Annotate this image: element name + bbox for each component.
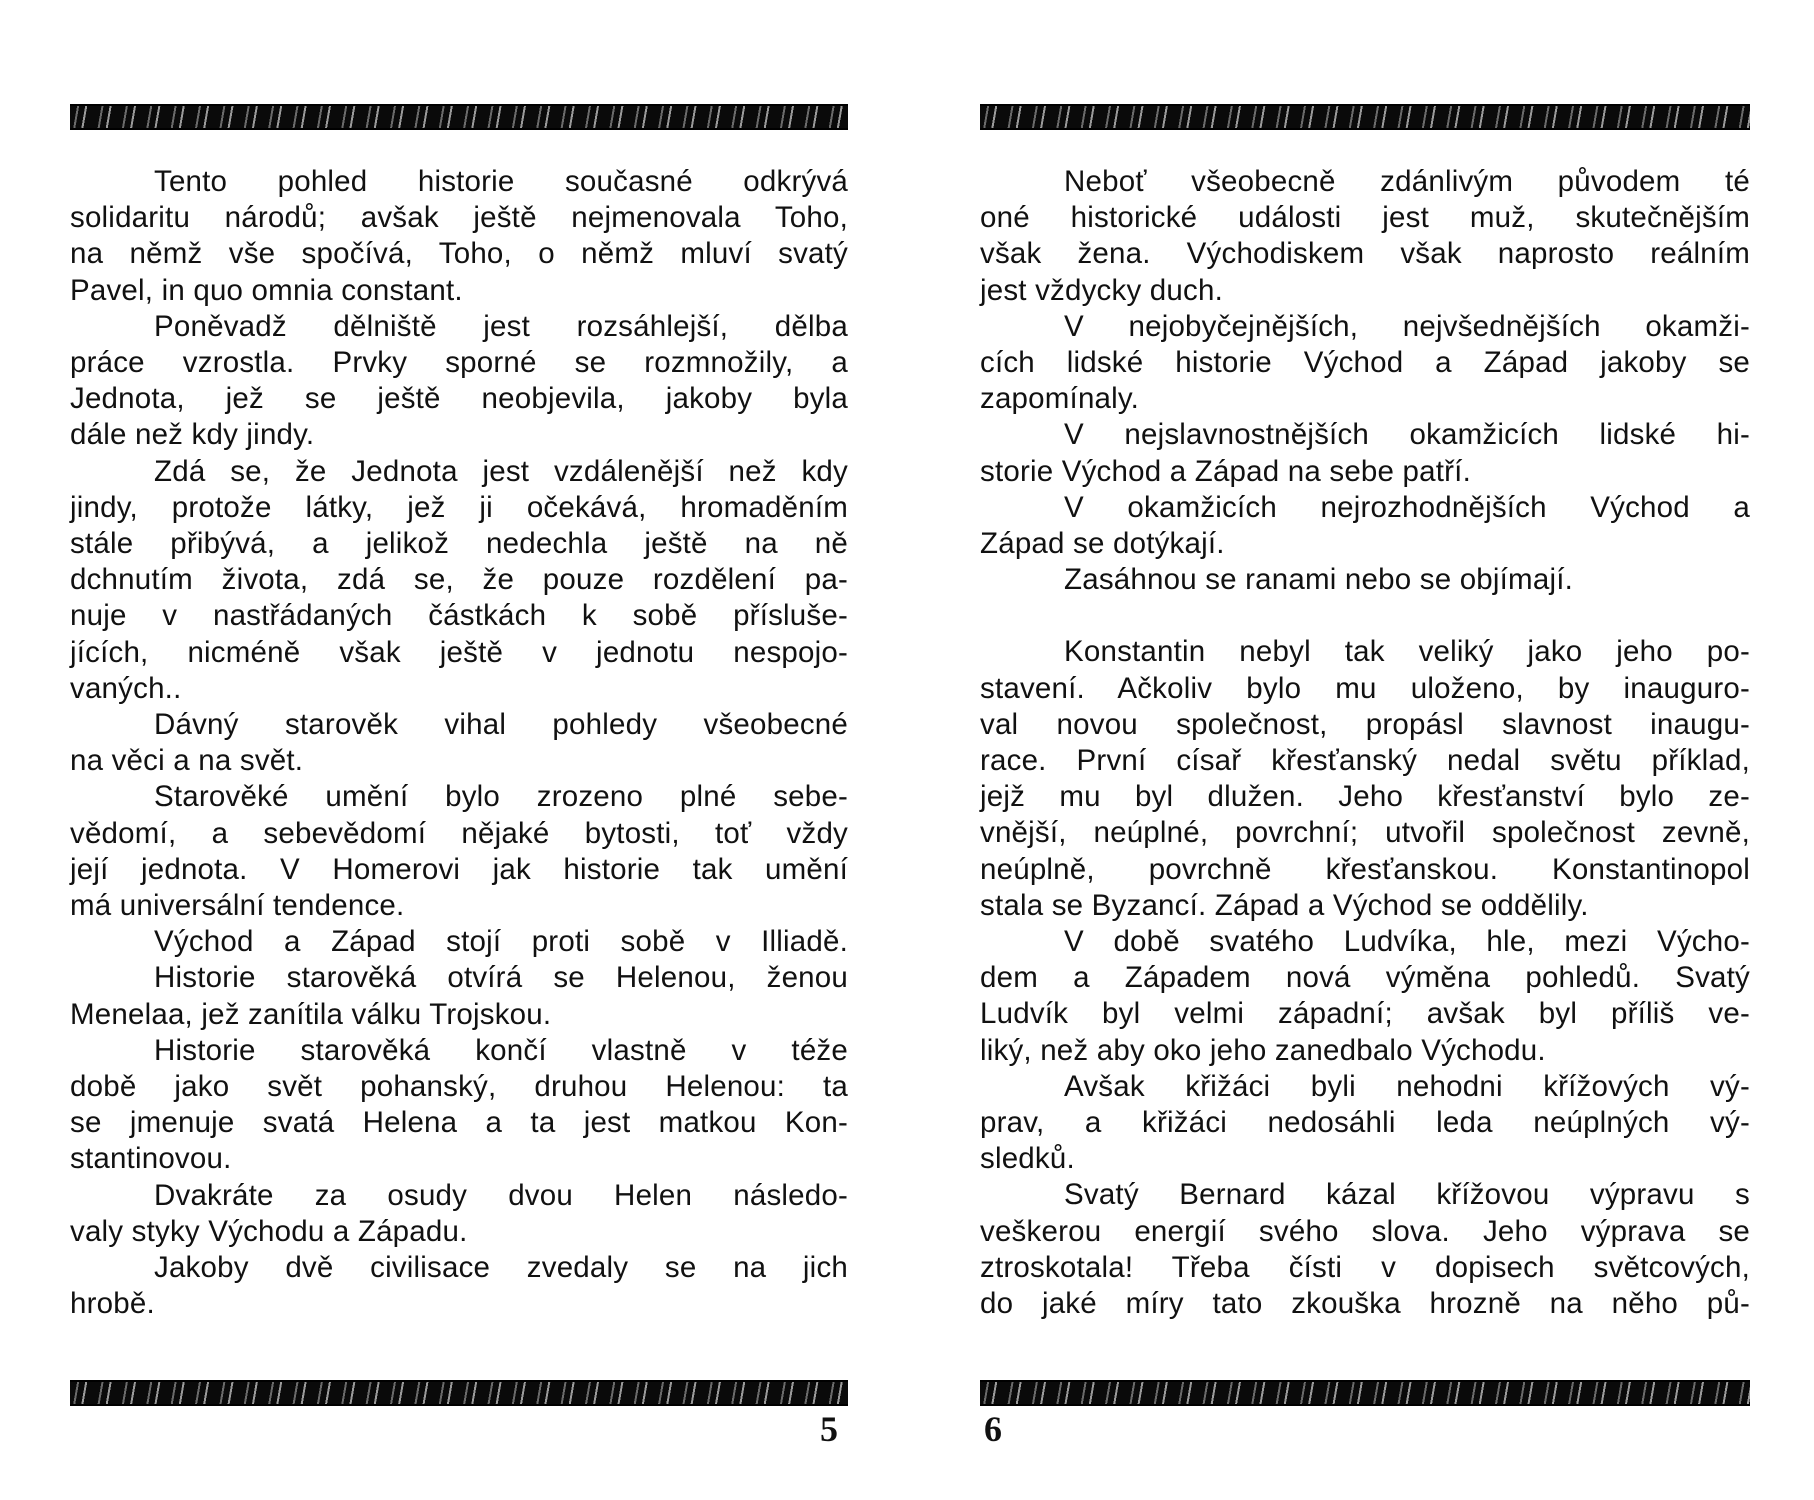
text-line: dále než kdy jindy. xyxy=(70,418,315,452)
text-line: se jmenuje svatá Helena a ta jest matkou Kon- xyxy=(70,1106,848,1140)
text-line: Dvakráte za osudy dvou Helen následo- xyxy=(154,1178,848,1212)
top-ornament-border xyxy=(980,104,1750,130)
text-line: stále přibývá, a jelikož nedechla ještě na ně xyxy=(70,527,848,561)
text-line: Starověké umění bylo zrozeno plné sebe- xyxy=(154,780,848,814)
text-line: vaných.. xyxy=(70,671,182,705)
text-line: Neboť všeobecně zdánlivým původem té xyxy=(1064,165,1750,198)
text-line: race. První císař křesťanský nedal světu příklad, xyxy=(980,744,1750,778)
text-line: Pavel, in quo omnia constant. xyxy=(70,273,463,307)
text-line: Tento pohled historie současné odkrývá xyxy=(154,165,848,198)
text-line: Dávný starověk vihal pohledy všeobecné xyxy=(154,708,848,742)
text-line: vědomí, a sebevědomí nějaké bytosti, toť vždy xyxy=(70,816,848,850)
text-line: době jako svět pohanský, druhou Helenou: ta xyxy=(70,1070,848,1104)
page-number: 5 xyxy=(820,1409,838,1449)
text-line: však žena. Východiskem však naprosto reálním xyxy=(980,237,1750,271)
top-ornament-border xyxy=(70,104,848,130)
text-line: valy styky Východu a Západu. xyxy=(70,1214,468,1248)
text-line: V nejobyčejnějších, nejvšednějších okamži- xyxy=(1064,309,1750,343)
text-line: Svatý Bernard kázal křížovou výpravu s xyxy=(1064,1178,1750,1212)
text-line: dchnutím života, zdá se, že pouze rozdělení pa- xyxy=(70,563,848,597)
right-page-text xyxy=(980,164,1750,1322)
text-line: oné historické události jest muž, skutečnějším xyxy=(980,201,1750,235)
text-line: na věci a na svět. xyxy=(70,744,304,778)
text-line: neúplně, povrchně křesťanskou. Konstantinopol xyxy=(980,852,1750,886)
text-line: Poněvadž dělniště jest rozsáhlejší, dělba xyxy=(154,309,848,343)
text-line: Menelaa, jež zanítila válku Trojskou. xyxy=(70,997,552,1031)
text-line: Ludvík byl velmi západní; avšak byl příliš ve- xyxy=(980,997,1750,1031)
text-line: Historie starověká otvírá se Helenou, ženou xyxy=(154,961,848,995)
text-line: stala se Byzancí. Západ a Východ se oddělily. xyxy=(980,888,1589,922)
left-page-text xyxy=(70,164,848,1323)
text-line: sledků. xyxy=(980,1142,1075,1176)
text-line: ztroskotala! Třeba čísti v dopisech světcových, xyxy=(980,1250,1750,1284)
text-line: V nejslavnostnějších okamžicích lidské hi- xyxy=(1064,418,1750,452)
text-line: na němž vše spočívá, Toho, o němž mluví svatý xyxy=(70,237,848,271)
text-line: Avšak křižáci byli nehodni křížových vý- xyxy=(1064,1069,1750,1103)
text-line: jindy, protože látky, jež ji očekává, hromaděním xyxy=(70,490,848,524)
text-line: veškerou energií svého slova. Jeho výprava se xyxy=(980,1214,1750,1248)
text-line: V době svatého Ludvíka, hle, mezi Výcho- xyxy=(1064,925,1750,959)
text-line: jících, nicméně však ještě v jednotu nespojo- xyxy=(70,635,848,669)
bottom-ornament-border xyxy=(70,1380,848,1406)
text-line: stantinovou. xyxy=(70,1142,232,1176)
text-line: Jakoby dvě civilisace zvedaly se na jich xyxy=(154,1251,848,1285)
text-line: vnější, neúplné, povrchní; utvořil společnost zevně, xyxy=(980,816,1750,850)
text-line: Jednota, jež se ještě neobjevila, jakoby byla xyxy=(70,382,848,416)
text-line: stavení. Ačkoliv bylo mu uloženo, by inauguro- xyxy=(980,671,1750,705)
text-line: Zdá se, že Jednota jest vzdálenější než kdy xyxy=(154,454,848,488)
text-line: Západ se dotýkají. xyxy=(980,527,1225,561)
text-line: Konstantin nebyl tak veliký jako jeho po- xyxy=(1064,635,1750,669)
page-number: 6 xyxy=(984,1409,1002,1449)
bottom-ornament-border xyxy=(980,1380,1750,1406)
text-line: její jednota. V Homerovi jak historie tak umění xyxy=(70,852,848,886)
text-line: nuje v nastřádaných částkách k sobě přísluše- xyxy=(70,599,848,633)
text-line: do jaké míry tato zkouška hrozně na něho pů- xyxy=(980,1287,1750,1321)
text-line: storie Východ a Západ na sebe patří. xyxy=(980,454,1471,488)
text-line: zapomínaly. xyxy=(980,382,1140,416)
text-line: cích lidské historie Východ a Západ jakoby se xyxy=(980,346,1750,380)
text-line: solidaritu národů; avšak ještě nejmenovala Toho, xyxy=(70,201,848,235)
text-line: liký, než aby oko jeho zanedbalo Východu. xyxy=(980,1033,1546,1067)
text-line xyxy=(980,598,1750,634)
text-line: jejž mu byl dlužen. Jeho křesťanství bylo ze- xyxy=(980,780,1750,814)
text-line: Historie starověká končí vlastně v téže xyxy=(154,1033,848,1067)
text-line: práce vzrostla. Prvky sporné se rozmnožily, a xyxy=(70,346,848,380)
text-line: V okamžicích nejrozhodnějších Východ a xyxy=(1064,490,1750,524)
text-line: hrobě. xyxy=(70,1287,155,1321)
text-line: dem a Západem nová výměna pohledů. Svatý xyxy=(980,961,1750,995)
text-line: Východ a Západ stojí proti sobě v Illiadě. xyxy=(154,925,848,959)
text-line: má universální tendence. xyxy=(70,889,405,923)
text-line: Zasáhnou se ranami nebo se objímají. xyxy=(1064,563,1573,597)
text-line: jest vždycky duch. xyxy=(980,273,1223,307)
text-line: val novou společnost, propásl slavnost inaugu- xyxy=(980,707,1750,741)
text-line: prav, a křižáci nedosáhli leda neúplných vý- xyxy=(980,1106,1750,1140)
